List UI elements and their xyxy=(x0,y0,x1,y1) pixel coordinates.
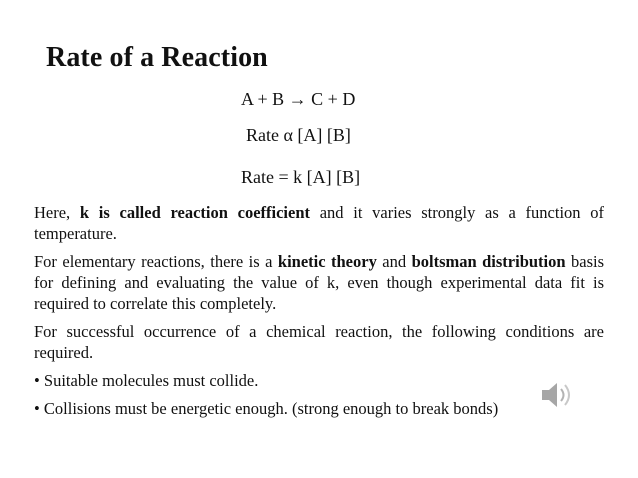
bullet-text: Collisions must be energetic enough. (strong enough to break bonds) xyxy=(43,399,499,418)
p2-part3: basis for defining and evaluating the value of k, even though experimental data fit is required to correlate this completely. xyxy=(34,252,605,313)
rate-law: Rate = k [A] [B] xyxy=(241,167,361,187)
paragraph-elementary-reactions xyxy=(34,251,604,314)
bullet-symbol: • xyxy=(34,399,40,418)
speaker-icon[interactable] xyxy=(538,377,578,413)
p2-bold1: kinetic theory xyxy=(277,252,377,271)
rate-proportionality: Rate α [A] [B] xyxy=(246,125,351,145)
paragraph-conditions: For successful occurrence of a chemical reaction, the following conditions are required. xyxy=(34,322,604,362)
paragraph-rate-coefficient xyxy=(34,202,604,244)
p2-bold2: boltsman distribution xyxy=(411,252,566,271)
p1-prefix: Here, xyxy=(34,203,80,222)
reaction-equation: A + B → C + D xyxy=(241,89,356,109)
p2-part2: and xyxy=(376,252,412,271)
bullet-item xyxy=(34,398,604,419)
bullet-symbol: • xyxy=(34,371,40,390)
slide-body xyxy=(34,202,604,426)
bullet-item xyxy=(34,370,604,391)
slide-title: Rate of a Reaction xyxy=(46,42,268,73)
bullet-text: Suitable molecules must collide. xyxy=(43,371,259,390)
p1-bold: k is called reaction coefficient xyxy=(79,203,310,222)
p1-suffix: and it varies strongly as a function of temperature. xyxy=(34,203,604,243)
p2-part1: For elementary reactions, there is a xyxy=(34,252,278,271)
